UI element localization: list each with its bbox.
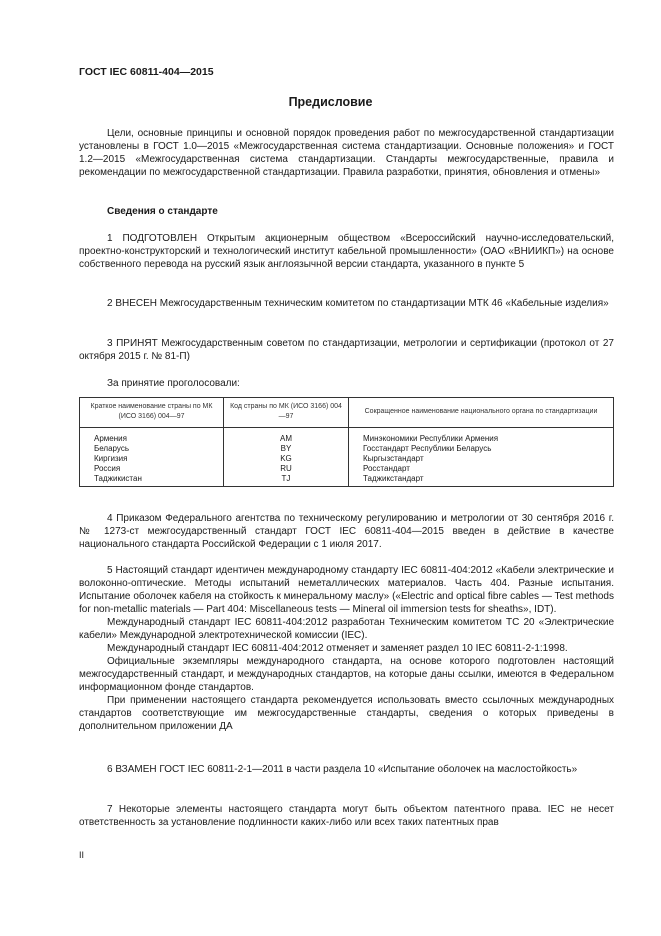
item-5-official-copies: Официальные экземпляры международного стандарта, на основе которого подготовлен настоящий межгосударственный стандарт, и международных стандартов, на которые даны ссылки, имеются в Федеральном информационном фонде стандартов. [79,656,614,693]
info-heading: Сведения о стандарте [107,206,218,217]
country-name: Киргизия [80,454,224,464]
national-body: Таджикстандарт [349,474,614,487]
votes-table [79,397,614,487]
table-row [80,444,614,454]
page-title: Предисловие [288,95,373,109]
header-country-code: Код страны по МК (ИСО 3166) 004—97 [224,398,349,428]
item-2 [79,297,614,310]
national-body: Госстандарт Республики Беларусь [349,444,614,454]
item-5 [79,564,614,733]
table-header-row [80,398,614,428]
table-row [80,454,614,464]
intro-paragraph [79,127,614,179]
table-row [80,428,614,445]
item-5-developer: Международный стандарт IEC 60811-404:2012 разработан Техническим комитетом ТС 20 «Электрические кабели» Международной электротехнической комиссии (IEC). [79,617,614,641]
item-6-text: 6 ВЗАМЕН ГОСТ IEC 60811-2-1—2011 в части раздела 10 «Испытание оболочек на маслостойкость» [107,764,578,775]
country-name: Беларусь [80,444,224,454]
item-1-text: 1 ПОДГОТОВЛЕН Открытым акционерным обществом «Всероссийский научно-исследовательский, проектно-конструкторский и технологический институт кабельной промышленности» (ОАО «ВНИИКП») на основе собственного перевода на русский язык англоязычной версии стандарта, указанного в пункте 5 [79,233,614,270]
header-national-body: Сокращенное наименование национального органа по стандартизации [349,398,614,428]
country-code: RU [224,464,349,474]
page-number: II [79,850,85,860]
item-6 [79,763,614,776]
intro-text: Цели, основные принципы и основной порядок проведения работ по межгосударственной стандартизации установлены в ГОСТ 1.0—2015 «Межгосударственная система стандартизации. Основные положения» и ГОСТ 1.2—2015 «Межгосударственная система стандартизации. Стандарты межгосударственные, правила и рекомендации по межгосударственной стандартизации. Правила разработки, принятия, обновления и отмены» [79,128,614,178]
country-name: Таджикистан [80,474,224,487]
item-5-application: При применении настоящего стандарта рекомендуется использовать вместо ссылочных международных стандартов соответствующие им межгосударственные стандарты, сведения о которых приведены в дополнительном приложении ДА [79,695,614,732]
country-code: BY [224,444,349,454]
item-2-text: 2 ВНЕСЕН Межгосударственным техническим комитетом по стандартизации МТК 46 «Кабельные изделия» [107,298,609,309]
national-body: Минэкономики Республики Армения [349,428,614,445]
item-4-text: 4 Приказом Федерального агентства по техническому регулированию и метрологии от 30 сентября 2016 г. № 1273-ст межгосударственный стандарт ГОСТ IEC 60811-404—2015 введен в действие в качестве национального стандарта Российской Федерации с 1 июля 2017. [79,513,614,550]
table-row [80,474,614,487]
country-code: TJ [224,474,349,487]
country-name: Армения [80,428,224,445]
header-country-name: Краткое наименование страны по МК (ИСО 3166) 004—97 [80,398,224,428]
item-3-text: 3 ПРИНЯТ Межгосударственным советом по стандартизации, метрологии и сертификации (протокол от 27 октября 2015 г. № 81-П) [79,338,614,362]
document-code: ГОСТ IEC 60811-404—2015 [79,66,214,78]
item-7 [79,803,614,829]
country-name: Россия [80,464,224,474]
country-code: AM [224,428,349,445]
national-body: Росстандарт [349,464,614,474]
table-row [80,464,614,474]
item-7-text: 7 Некоторые элементы настоящего стандарта могут быть объектом патентного права. IEC не несет ответственность за установление подлинности каких-либо или всех таких патентных прав [79,804,614,828]
item-5-text: 5 Настоящий стандарт идентичен международному стандарту IEC 60811-404:2012 «Кабели электрические и волоконно-оптические. Методы испытаний неметаллических материалов. Часть 404. Разные испытания. Испытание оболочек кабеля на стойкость к минеральному маслу» («Electric and optical fibre cables — Test methods for non-metallic materials — Part 404: Miscellaneous tests — Mineral oil immersion tests for sheaths», IDT). [79,565,614,615]
votes-intro: За принятие проголосовали: [107,378,240,389]
item-4 [79,512,614,551]
item-1 [79,232,614,271]
item-5-replaces: Международный стандарт IEC 60811-404:2012 отменяет и заменяет раздел 10 IEC 60811-2-1:1998. [107,643,568,654]
country-code: KG [224,454,349,464]
item-3 [79,337,614,363]
national-body: Кыргызстандарт [349,454,614,464]
